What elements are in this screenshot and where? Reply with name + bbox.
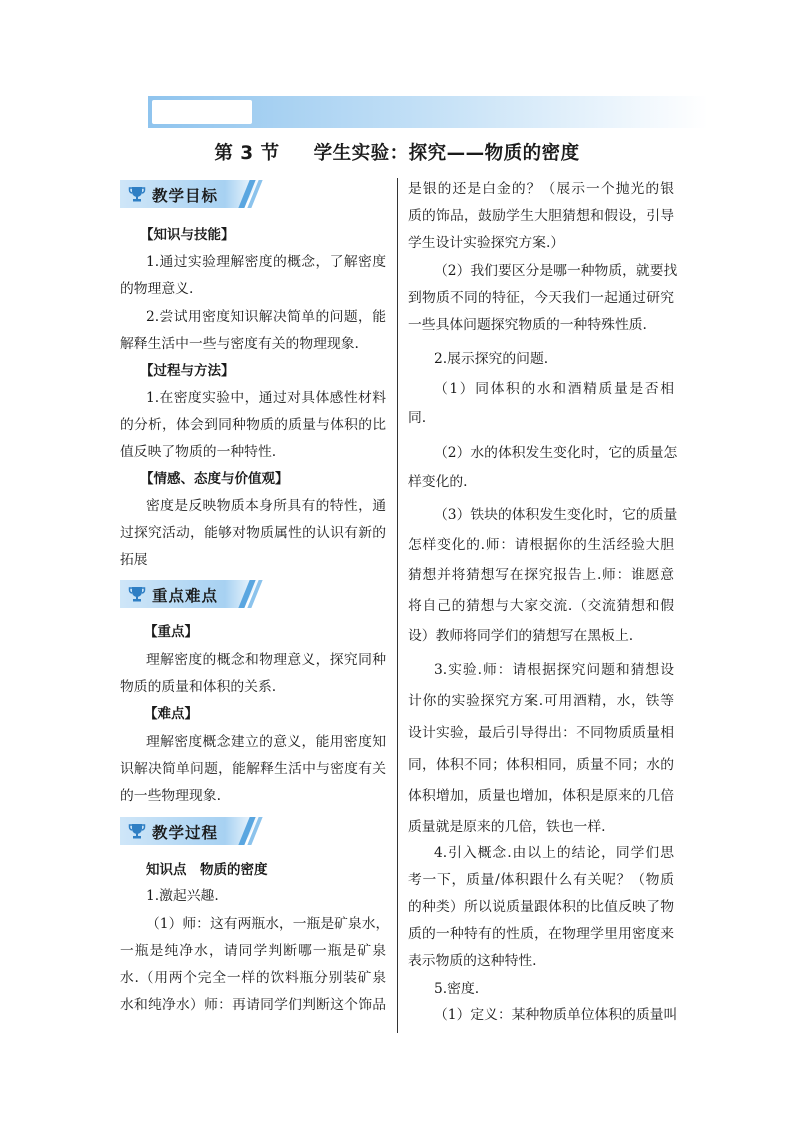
text-line: 考一下，质量/体积跟什么有关呢？（物质 xyxy=(408,872,674,888)
section-header-keypoints xyxy=(120,580,260,608)
section-number: 第 3 节 xyxy=(214,143,280,164)
text-line: 4.引入概念.由以上的结论，同学们思 xyxy=(434,845,674,861)
section-label: 重点难点 xyxy=(152,587,219,605)
text-line: （1）师：这有两瓶水，一瓶是矿泉水， xyxy=(146,916,390,932)
text-line: 的物理意义. xyxy=(120,281,194,297)
text-line: 一瓶是纯净水，请同学判断哪一瓶是矿泉 xyxy=(120,943,386,959)
text-line: 学生设计实验探究方案.） xyxy=(408,235,565,251)
text-line: 1.在密度实验中，通过对具体感性材料 xyxy=(146,390,386,406)
key-heading: 【重点】 xyxy=(144,624,198,640)
text-line: 样变化的. xyxy=(408,474,468,490)
text-line: 1.通过实验理解密度的概念，了解密度 xyxy=(146,254,386,270)
knowledge-point-heading: 知识点 物质的密度 xyxy=(146,862,268,878)
page-title xyxy=(0,139,794,165)
text-line: （3）铁块的体积发生变化时，它的质量 xyxy=(434,507,678,523)
process-heading: 【过程与方法】 xyxy=(140,363,235,379)
text-line: 是银的还是白金的？（展示一个抛光的银 xyxy=(408,181,674,197)
text-line: 3.实验.师：请根据探究问题和猜想设 xyxy=(434,662,674,678)
text-line: 理解密度概念建立的意义，能用密度知 xyxy=(146,734,386,750)
section-label: 教学目标 xyxy=(152,187,219,205)
text-line: 值反映了物质的一种特性. xyxy=(120,444,277,460)
column-divider xyxy=(397,178,398,1033)
emotion-heading: 【情感、态度与价值观】 xyxy=(140,471,289,487)
text-line: 水.（用两个完全一样的饮料瓶分别装矿泉 xyxy=(120,970,386,986)
text-line: 猜想并将猜想写在探究报告上.师：谁愿意 xyxy=(408,567,674,583)
text-line: 解释生活中一些与密度有关的物理现象. xyxy=(120,336,359,352)
text-line: （2）我们要区分是哪一种物质，就要找 xyxy=(434,263,678,279)
text-line: 的一些物理现象. xyxy=(120,788,221,804)
text-line: 怎样变化的.师：请根据你的生活经验大胆 xyxy=(408,537,674,553)
text-line: 质的一种特有的性质，在物理学里用密度来 xyxy=(408,926,674,942)
text-line: 质的饰品，鼓励学生大胆猜想和假设，引导 xyxy=(408,208,674,224)
section-title: 学生实验：探究——物质的密度 xyxy=(313,143,580,164)
text-line: 一些具体问题探究物质的一种特殊性质. xyxy=(408,317,647,333)
text-line: 密度是反映物质本身所具有的特性，通 xyxy=(146,498,386,514)
text-line: （1）同体积的水和酒精质量是否相 xyxy=(434,381,674,397)
text-line: 2.尝试用密度知识解决简单的问题，能 xyxy=(146,309,386,325)
text-line: 的分析，体会到同种物质的质量与体积的比 xyxy=(120,417,386,433)
trophy-icon xyxy=(128,822,146,840)
difficulty-heading: 【难点】 xyxy=(144,706,198,722)
text-line: 水和纯净水）师：再请同学们判断这个饰品 xyxy=(120,997,386,1013)
text-line: 2.展示探究的问题. xyxy=(434,351,549,367)
text-line: 计你的实验探究方案.可用酒精，水，铁等 xyxy=(408,693,674,709)
text-line: 设）教师将同学们的猜想写在黑板上. xyxy=(408,628,634,644)
section-label: 教学过程 xyxy=(152,824,219,842)
text-line: （1）定义：某种物质单位体积的质量叫 xyxy=(434,1007,678,1023)
text-line: 1.激起兴趣. xyxy=(146,888,219,904)
text-line: 拓展 xyxy=(120,552,148,568)
text-line: 的种类）所以说质量跟体积的比值反映了物 xyxy=(408,899,674,915)
section-header-process xyxy=(120,817,260,845)
text-line: 5.密度. xyxy=(434,981,480,997)
text-line: （2）水的体积发生变化时，它的质量怎 xyxy=(434,445,678,461)
knowledge-heading: 【知识与技能】 xyxy=(140,227,235,243)
trophy-icon xyxy=(128,185,146,203)
header-bar-label-box xyxy=(152,100,252,124)
text-line: 同，体积不同；体积相同，质量不同；水的 xyxy=(408,757,674,773)
section-header-objectives xyxy=(120,180,260,208)
text-line: 体积增加，质量也增加，体积是原来的几倍 xyxy=(408,788,674,804)
text-line: 设计实验，最后引导得出：不同物质质量相 xyxy=(408,725,674,741)
text-line: 质量就是原来的几倍，铁也一样. xyxy=(408,819,606,835)
text-line: 物质的质量和体积的关系. xyxy=(120,679,277,695)
text-line: 将自己的猜想与大家交流.（交流猜想和假 xyxy=(408,598,674,614)
trophy-icon xyxy=(128,585,146,603)
text-line: 到物质不同的特征，今天我们一起通过研究 xyxy=(408,290,674,306)
text-line: 同. xyxy=(408,410,427,426)
text-line: 过探究活动，能够对物质属性的认识有新的 xyxy=(120,525,386,541)
text-line: 理解密度的概念和物理意义，探究同种 xyxy=(146,652,386,668)
text-line: 表示物质的这种特性. xyxy=(408,953,537,969)
text-line: 识解决简单问题，能解释生活中与密度有关 xyxy=(120,761,386,777)
